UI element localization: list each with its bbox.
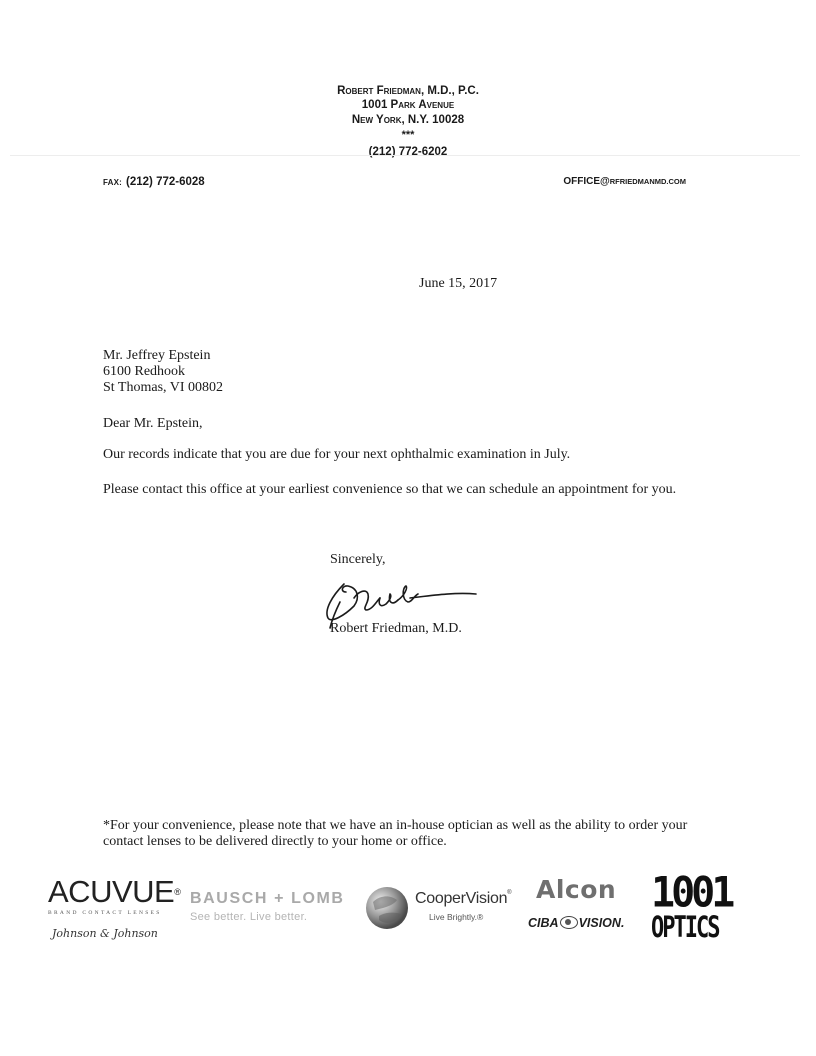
fax-label: FAX: (103, 178, 123, 187)
coopervision-logo (363, 880, 523, 940)
ciba-vision-wordmark: CIBA VISION. (528, 916, 625, 930)
salutation: Dear Mr. Epstein, (103, 416, 203, 431)
letterhead-separator: *** (401, 129, 415, 141)
optics-word: OPTICS (651, 911, 719, 946)
globe-icon (363, 884, 411, 932)
acuvue-wordmark: ACUVUE® (48, 874, 181, 909)
email-line (563, 176, 686, 187)
johnson-johnson-logo: Johnson & Johnson (52, 927, 158, 940)
letterhead-city: New York, N.Y. 10028 (351, 114, 465, 126)
fax-line (103, 176, 205, 188)
acuvue-subline: BRAND CONTACT LENSES (48, 910, 162, 916)
coopervision-tagline: Live Brightly.® (429, 912, 484, 922)
letterhead-street: 1001 Park Avenue (361, 99, 455, 111)
alcon-ciba-logo (528, 876, 643, 936)
recipient-street: 6100 Redhook (103, 364, 186, 379)
eye-icon (560, 916, 578, 929)
acuvue-logo (48, 874, 181, 946)
email-domain: RFRIEDMANMD.COM (609, 177, 686, 186)
closing: Sincerely, (330, 552, 386, 567)
footnote: *For your convenience, please note that we have an in-house optician as well as the ability to order your contact lenses to be delivered directly to your home or office. (103, 818, 688, 849)
bausch-lomb-logo (190, 890, 360, 930)
letter-date: June 15, 2017 (419, 276, 498, 291)
paragraph-2: Please contact this office at your earliest convenience so that we can schedule an appointment for you. (103, 482, 677, 497)
letterhead-phone: (212) 772-6202 (368, 146, 448, 158)
email-prefix: OFFICE@ (563, 176, 610, 187)
bausch-lomb-tagline: See better. Live better. (190, 911, 308, 923)
fax-number: (212) 772-6028 (126, 176, 205, 188)
alcon-wordmark: Alcon (536, 875, 617, 904)
signature-name: Robert Friedman, M.D. (330, 621, 462, 636)
paragraph-1: Our records indicate that you are due for your next ophthalmic examination in July. (103, 447, 571, 462)
bausch-lomb-wordmark: BAUSCH + LOMB (190, 890, 345, 907)
optics-1001-logo (651, 868, 743, 946)
recipient-city: St Thomas, VI 00802 (103, 380, 224, 395)
letterhead-divider (10, 155, 800, 156)
optics-number: 1001 (651, 868, 732, 918)
letterhead-name: Robert Friedman, M.D., P.C. (337, 85, 479, 97)
recipient-name: Mr. Jeffrey Epstein (103, 348, 211, 363)
coopervision-wordmark: CooperVision® (415, 890, 512, 907)
